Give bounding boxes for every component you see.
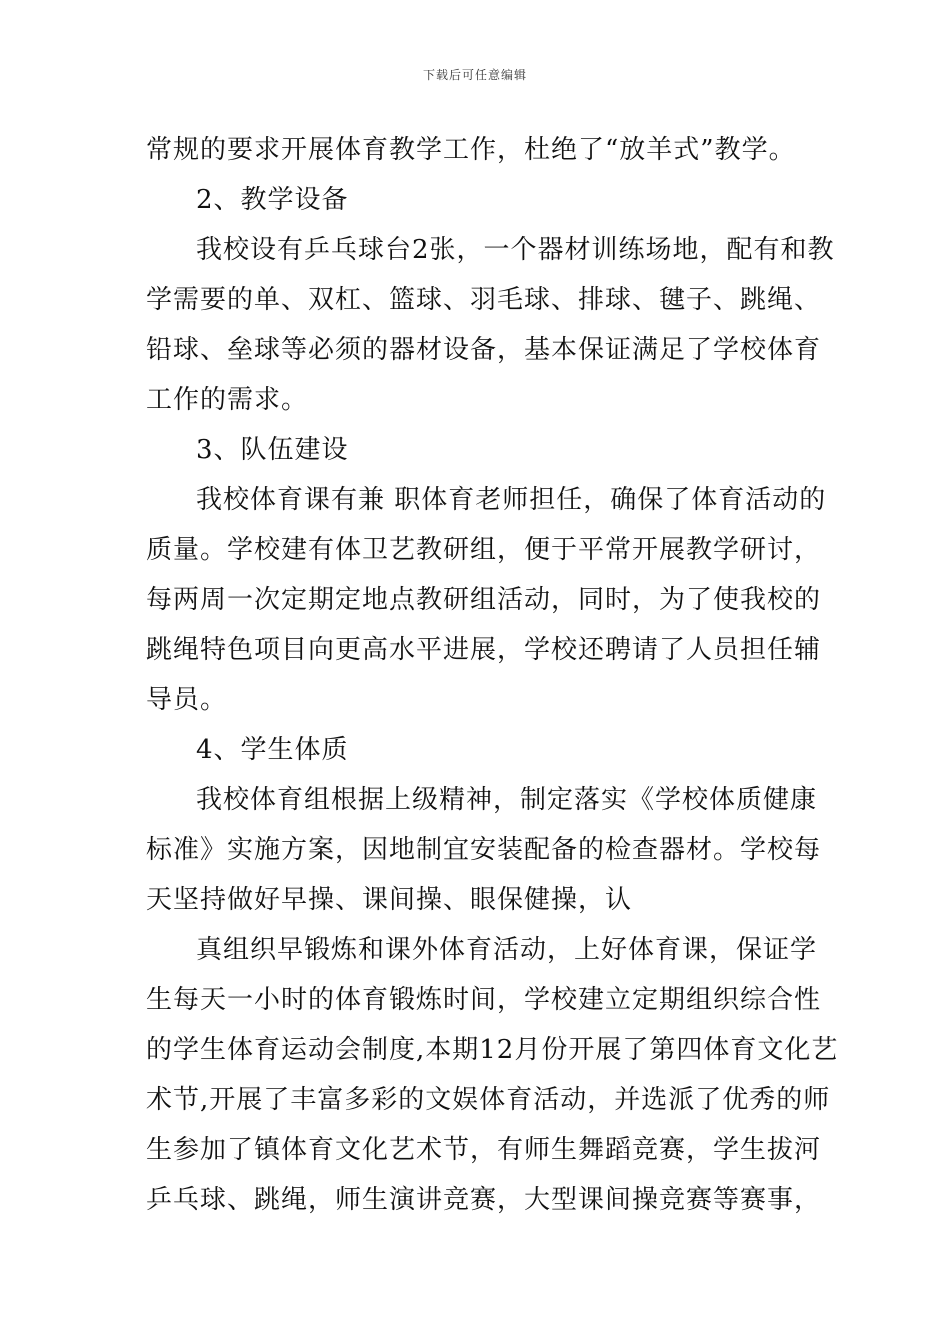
- body-text-line: 我校体育课有兼 职体育老师担任，确保了体育活动的: [196, 485, 827, 515]
- body-text-line: 跳绳特色项目向更高水平进展，学校还聘请了人员担任辅: [146, 635, 822, 665]
- body-text-line: 乒乓球、跳绳，师生演讲竞赛，大型课间操竞赛等赛事，: [146, 1185, 822, 1215]
- section-heading: 4、学生体质: [196, 735, 349, 765]
- body-text-line: 的学生体育运动会制度,本期12月份开展了第四体育文化艺: [146, 1035, 839, 1065]
- body-text-line: 导员。: [146, 685, 228, 715]
- body-text-line: 术节,开展了丰富多彩的文娱体育活动，并选派了优秀的师: [146, 1085, 831, 1115]
- body-text-line: 标准》实施方案，因地制宜安装配备的检查器材。学校每: [146, 835, 822, 865]
- page-header: 下载后可任意编辑: [422, 68, 527, 82]
- body-text-line: 真组织早锻炼和课外体育活动，上好体育课，保证学: [196, 935, 818, 965]
- body-text-line: 我校体育组根据上级精神，制定落实《学校体质健康: [196, 785, 818, 815]
- body-text-line: 生参加了镇体育文化艺术节，有师生舞蹈竞赛，学生拔河: [146, 1135, 822, 1165]
- body-text-line: 工作的需求。: [146, 385, 309, 415]
- section-heading: 2、教学设备: [196, 185, 349, 215]
- body-text-line: 生每天一小时的体育锻炼时间，学校建立定期组织综合性: [146, 985, 822, 1015]
- body-text-line: 铅球、垒球等必须的器材设备，基本保证满足了学校体育: [146, 335, 822, 365]
- body-text-line: 质量。学校建有体卫艺教研组，便于平常开展教学研讨，: [146, 535, 822, 565]
- body-text-line: 我校设有乒乓球台2张，一个器材训练场地，配有和教: [196, 235, 835, 265]
- body-text-line: 天坚持做好早操、课间操、眼保健操，认: [146, 885, 633, 915]
- body-text-line: 常规的要求开展体育教学工作，杜绝了“放羊式”教学。: [146, 135, 796, 165]
- body-text-line: 每两周一次定期定地点教研组活动，同时，为了使我校的: [146, 585, 822, 615]
- section-heading: 3、队伍建设: [196, 435, 349, 465]
- body-text-line: 学需要的单、双杠、篮球、羽毛球、排球、毽子、跳绳、: [146, 285, 822, 315]
